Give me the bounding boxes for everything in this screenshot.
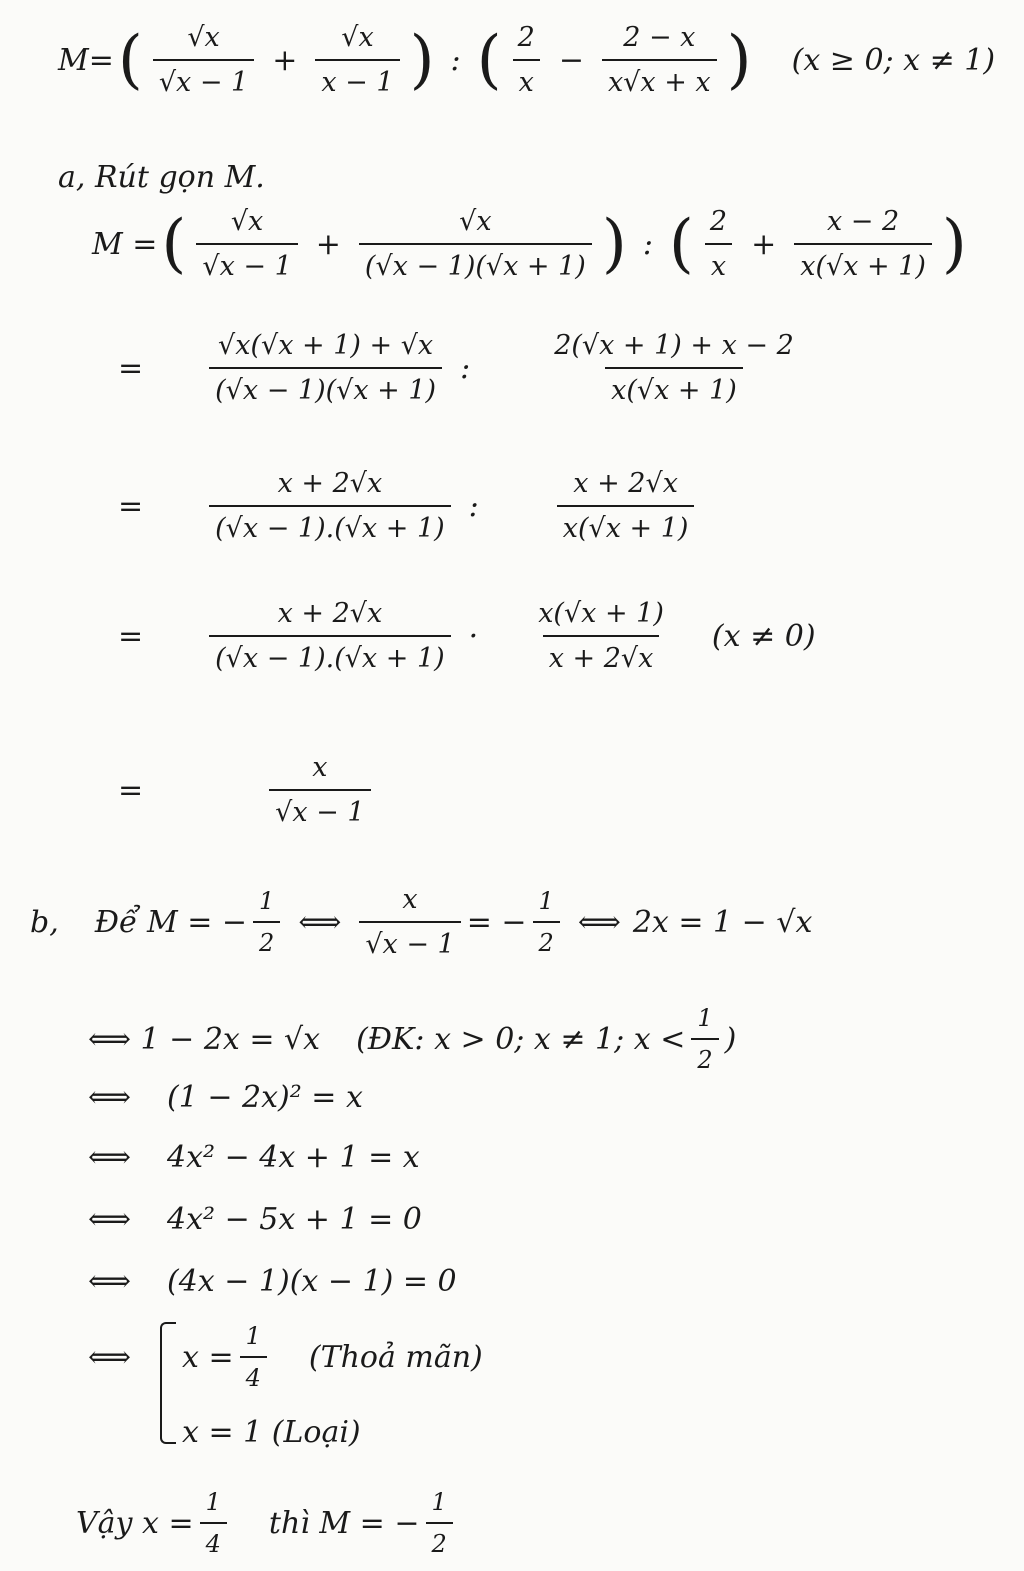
fraction xyxy=(691,1004,718,1074)
equation: 4x² − 4x + 1 = x xyxy=(167,1140,420,1175)
numerator: 1 xyxy=(538,887,554,915)
fraction xyxy=(209,330,442,406)
numerator: 2(√x + 1) + x − 2 xyxy=(554,330,794,361)
fraction xyxy=(512,22,541,98)
denominator: 4 xyxy=(200,1522,227,1558)
step-3 xyxy=(118,468,700,544)
numerator: 2 xyxy=(517,22,535,53)
denominator: x(√x + 1) xyxy=(794,243,932,282)
numerator: x(√x + 1) xyxy=(538,598,664,629)
condition-text: (ĐK: x > 0; x ≠ 1; x < xyxy=(356,1021,686,1057)
fraction xyxy=(196,206,297,282)
step-1 xyxy=(92,206,971,282)
intro-text: Để M = − xyxy=(94,904,248,940)
numerator: √x xyxy=(459,206,492,237)
step-lhs: = xyxy=(118,488,144,524)
solution-case-2 xyxy=(182,1415,361,1450)
denominator: (√x − 1)(√x + 1) xyxy=(359,243,592,282)
denominator: 2 xyxy=(426,1522,453,1558)
fraction xyxy=(359,884,460,960)
denominator: 2 xyxy=(533,921,560,957)
numerator: 1 xyxy=(245,1322,261,1350)
denominator: (√x − 1)(√x + 1) xyxy=(209,367,442,406)
numerator: 1 xyxy=(259,887,275,915)
denominator: √x − 1 xyxy=(153,59,254,98)
part-a-label: a, Rút gọn M. xyxy=(58,160,265,195)
domain-condition: (x ≥ 0; x ≠ 1) xyxy=(791,42,996,78)
case-bracket xyxy=(160,1322,176,1444)
multiply-dot: · xyxy=(468,618,479,654)
fraction xyxy=(315,22,399,98)
divide-sign: : xyxy=(460,350,471,386)
denominator: x + 2√x xyxy=(543,635,660,674)
iff-arrow: ⟺ xyxy=(298,904,342,940)
conclusion-lead: Vậy x = xyxy=(76,1505,194,1541)
step-lhs: = xyxy=(118,772,144,808)
part-b-line-2 xyxy=(88,1004,736,1074)
fraction xyxy=(532,598,670,674)
numerator: 1 xyxy=(431,1488,447,1516)
part-b-line-3 xyxy=(88,1080,363,1115)
open-paren: ( xyxy=(476,23,502,97)
equation: 4x² − 5x + 1 = 0 xyxy=(167,1202,422,1237)
close-paren: ) xyxy=(726,23,752,97)
denominator: √x − 1 xyxy=(269,789,370,828)
denominator: x√x + x xyxy=(602,59,717,98)
denominator: 2 xyxy=(253,921,280,957)
numerator: √x xyxy=(230,206,264,237)
divide-sign: : xyxy=(450,42,461,78)
step-2 xyxy=(118,330,806,406)
step-lhs: = xyxy=(118,350,144,386)
case-lhs: x = xyxy=(182,1339,234,1375)
open-paren: ( xyxy=(161,207,187,281)
step-lhs: = xyxy=(118,618,144,654)
divide-sign: : xyxy=(642,226,653,262)
part-b-line-1 xyxy=(30,884,812,960)
iff-arrow: ⟺ xyxy=(577,904,621,940)
denominator: √x − 1 xyxy=(196,243,297,282)
numerator: √x(√x + 1) + √x xyxy=(218,330,434,361)
step-4 xyxy=(118,598,816,674)
problem-line xyxy=(58,22,995,98)
denominator: x xyxy=(705,243,732,282)
plus-sign: + xyxy=(272,42,298,78)
fraction xyxy=(602,22,717,98)
fraction xyxy=(426,1488,453,1558)
fraction xyxy=(557,468,695,544)
close-paren: ) xyxy=(941,207,967,281)
numerator: x + 2√x xyxy=(277,598,383,629)
conclusion-tail: thì M = − xyxy=(268,1505,420,1541)
numerator: x − 2 xyxy=(826,206,900,237)
fraction xyxy=(269,752,370,828)
iff-arrow: ⟺ xyxy=(88,1264,132,1299)
part-a-heading xyxy=(58,160,265,195)
close-paren: ) xyxy=(601,207,627,281)
numerator: √x xyxy=(187,22,220,53)
equation: (4x − 1)(x − 1) = 0 xyxy=(167,1264,457,1299)
fraction xyxy=(533,887,560,957)
fraction xyxy=(253,887,280,957)
fraction xyxy=(359,206,592,282)
part-b-line-4 xyxy=(88,1140,420,1175)
equation: ⟺ 1 − 2x = √x xyxy=(88,1021,321,1057)
numerator: x xyxy=(402,884,418,915)
part-b-line-7-arrow xyxy=(88,1340,131,1375)
part-b-label: b, xyxy=(30,904,59,940)
numerator: 1 xyxy=(697,1004,713,1032)
numerator: x xyxy=(312,752,328,783)
denominator: 4 xyxy=(240,1356,267,1392)
equals-negative: = − xyxy=(466,904,527,940)
fraction xyxy=(704,206,733,282)
equation: (1 − 2x)² = x xyxy=(167,1080,363,1115)
fraction xyxy=(209,598,451,674)
iff-arrow: ⟺ xyxy=(88,1202,132,1237)
open-paren: ( xyxy=(117,23,143,97)
open-paren: ( xyxy=(668,207,694,281)
iff-arrow: ⟺ xyxy=(88,1140,132,1175)
part-b-line-5 xyxy=(88,1202,422,1237)
denominator: x − 1 xyxy=(315,59,399,98)
solution-case-1 xyxy=(182,1322,483,1392)
fraction xyxy=(794,206,932,282)
denominator: (√x − 1).(√x + 1) xyxy=(209,635,451,674)
fraction xyxy=(240,1322,267,1392)
denominator: x xyxy=(513,59,540,98)
fraction xyxy=(209,468,451,544)
minus-sign: − xyxy=(558,42,584,78)
iff-arrow: ⟺ xyxy=(88,1340,132,1375)
numerator: 2 − x xyxy=(623,22,696,53)
denominator: x(√x + 1) xyxy=(605,367,743,406)
step-lhs: M = xyxy=(92,226,158,262)
divide-sign: : xyxy=(468,488,479,524)
numerator: √x xyxy=(341,22,374,53)
case-note: (Thoả mãn) xyxy=(308,1339,483,1375)
iff-arrow: ⟺ xyxy=(88,1080,132,1115)
step-5 xyxy=(118,752,377,828)
plus-sign: + xyxy=(751,226,777,262)
numerator: 1 xyxy=(205,1488,221,1516)
denominator: (√x − 1).(√x + 1) xyxy=(209,505,451,544)
plus-sign: + xyxy=(315,226,341,262)
condition-close: ) xyxy=(724,1021,737,1057)
fraction xyxy=(200,1488,227,1558)
equation: 2x = 1 − √x xyxy=(632,904,813,940)
step-condition: (x ≠ 0) xyxy=(711,618,816,654)
numerator: x + 2√x xyxy=(573,468,678,499)
fraction xyxy=(153,22,254,98)
fraction xyxy=(548,330,800,406)
conclusion xyxy=(76,1488,459,1558)
numerator: x + 2√x xyxy=(277,468,383,499)
var-m: M xyxy=(58,42,89,78)
numerator: 2 xyxy=(709,206,728,237)
denominator: √x − 1 xyxy=(359,921,460,960)
case-text: x = 1 (Loại) xyxy=(182,1415,361,1450)
equals-sign: = xyxy=(88,42,114,78)
part-b-line-6 xyxy=(88,1264,457,1299)
denominator: x(√x + 1) xyxy=(557,505,695,544)
denominator: 2 xyxy=(691,1038,718,1074)
close-paren: ) xyxy=(409,23,435,97)
